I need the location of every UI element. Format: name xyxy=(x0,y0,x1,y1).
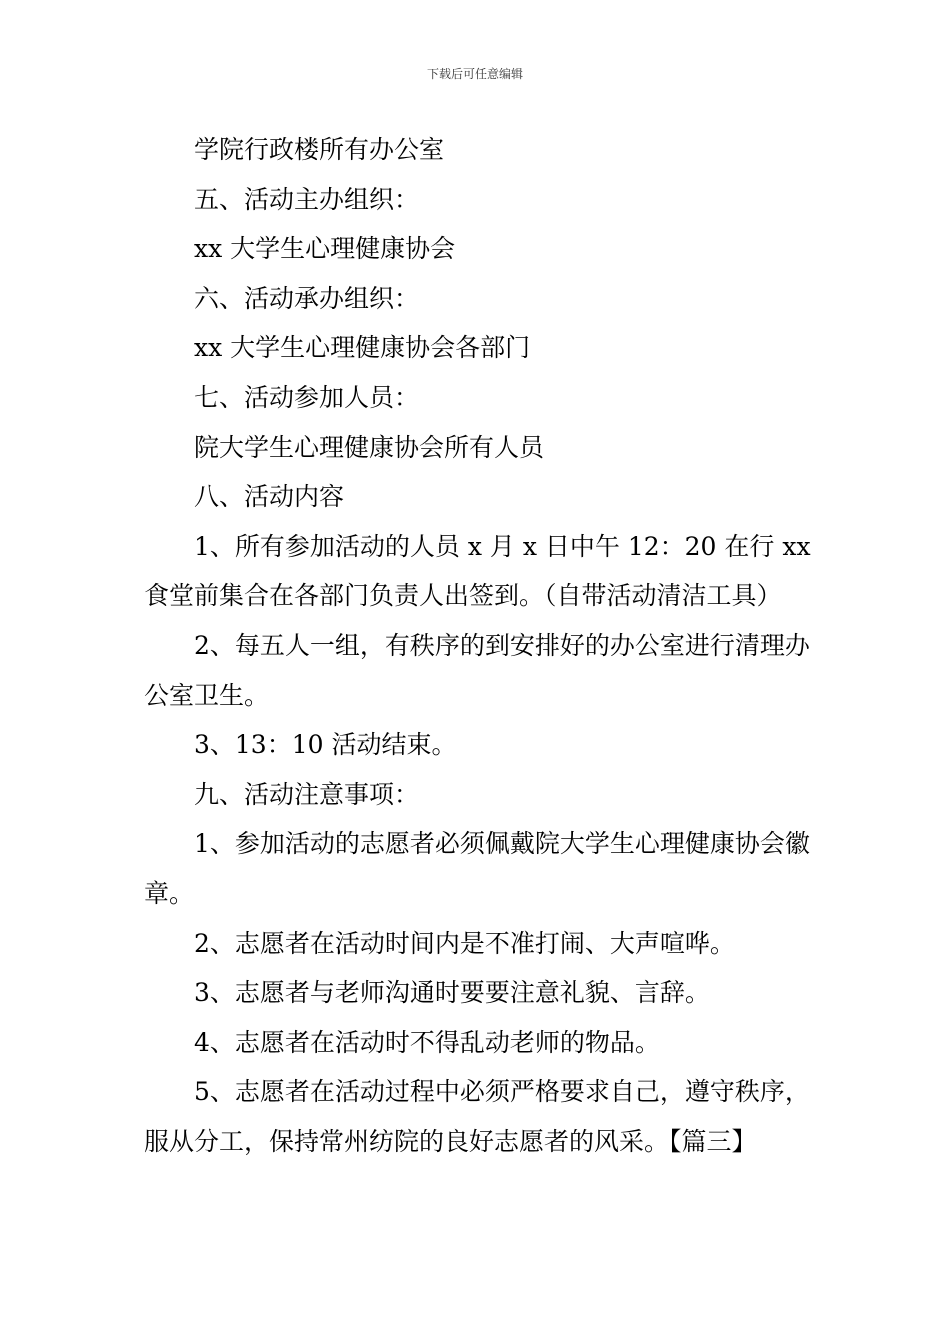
paragraph: xx 大学生心理健康协会 xyxy=(194,234,456,264)
list-item: 5、志愿者在活动过程中必须严格要求自己，遵守秩序，服从分工，保持常州纺院的良好志愿者的风采。【篇三】 xyxy=(144,1077,810,1156)
section-heading: 八、活动内容 xyxy=(194,482,345,512)
list-item: 1、所有参加活动的人员 x 月 x 日中午 12：20 在行 xx 食堂前集合在各部门负责人出签到。（自带活动清洁工具） xyxy=(144,531,811,611)
list-item: 3、13：10 活动结束。 xyxy=(194,730,457,760)
page-header: 下载后可任意编辑 xyxy=(426,67,523,81)
paragraph: 院大学生心理健康协会所有人员 xyxy=(194,432,545,462)
list-item: 1、参加活动的志愿者必须佩戴院大学生心理健康协会徽章。 xyxy=(144,829,810,908)
paragraph: 学院行政楼所有办公室 xyxy=(194,135,445,164)
list-item: 4、志愿者在活动时不得乱动老师的物品。 xyxy=(194,1027,660,1057)
paragraph: xx 大学生心理健康协会各部门 xyxy=(194,333,531,363)
section-heading: 九、活动注意事项： xyxy=(194,779,420,809)
section-heading: 六、活动承办组织： xyxy=(194,283,420,313)
section-heading: 五、活动主办组织： xyxy=(194,184,420,214)
section-heading: 七、活动参加人员： xyxy=(194,382,420,412)
list-item: 2、每五人一组，有秩序的到安排好的办公室进行清理办公室卫生。 xyxy=(144,630,810,710)
list-item: 3、志愿者与老师沟通时要要注意礼貌、言辞。 xyxy=(194,978,710,1008)
list-item: 2、志愿者在活动时间内是不准打闹、大声喧哗。 xyxy=(194,928,735,958)
document-body xyxy=(144,125,816,1166)
